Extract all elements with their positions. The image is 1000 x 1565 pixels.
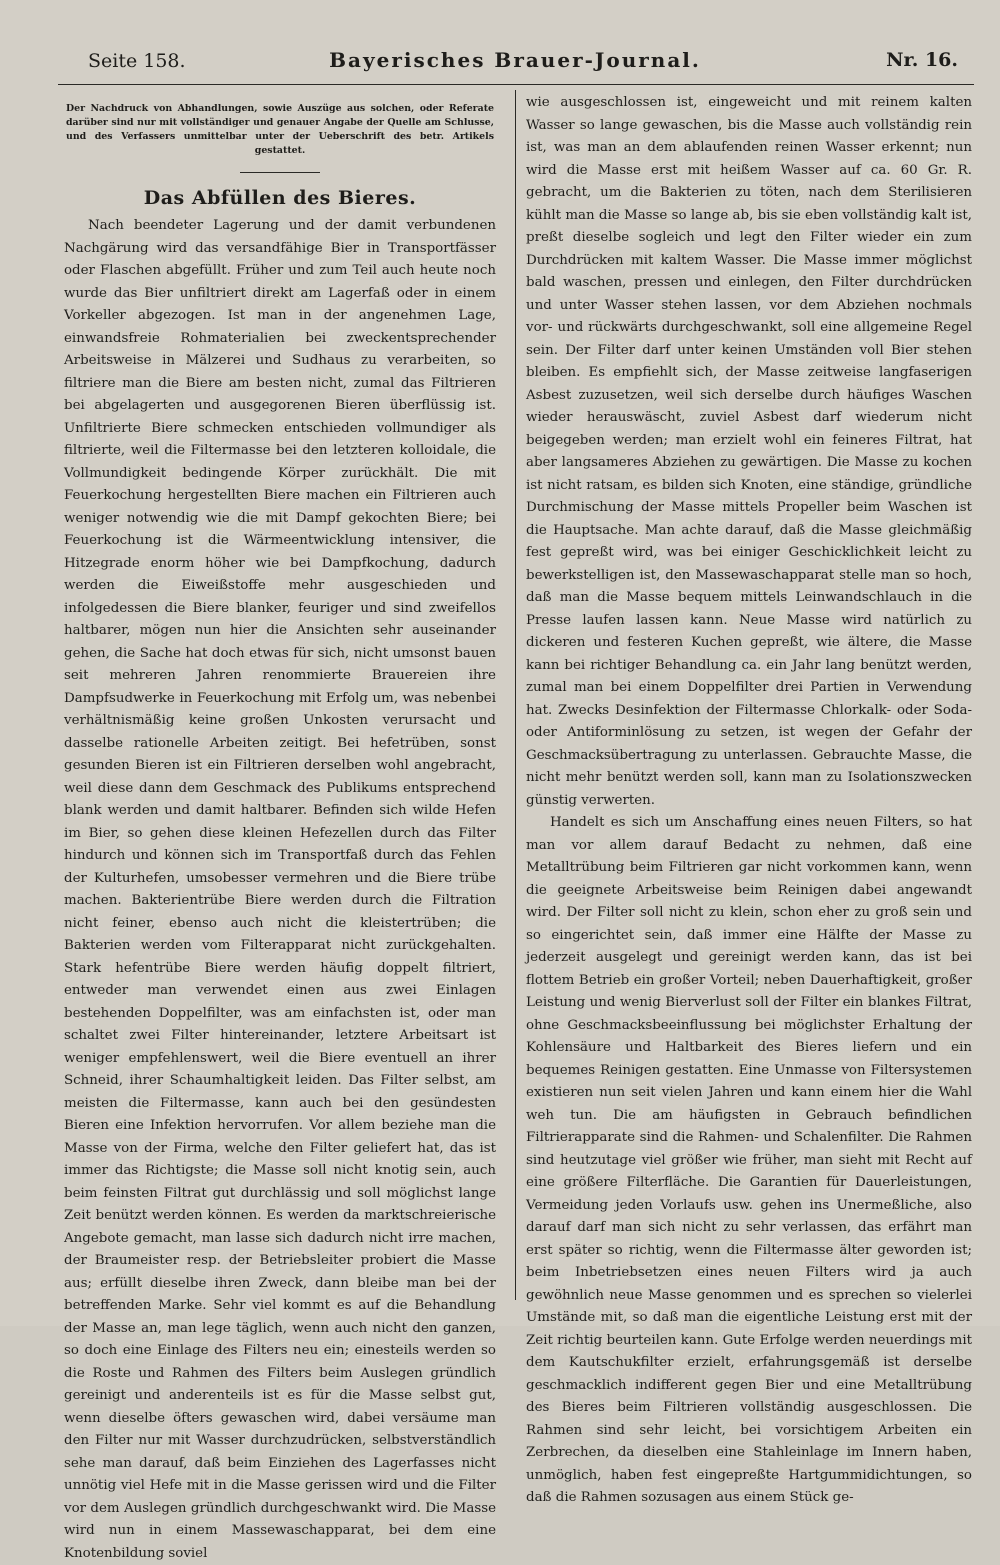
page-header (70, 48, 960, 78)
left-column (64, 92, 496, 1561)
article-text-left: Nach beendeter Lagerung und der damit verbundenen Nachgärung wird das versandfähige Bier in Transportfässer oder Flaschen abgefüllt. Früher und zum Teil auch heute noch wurde das Bier unfiltriert direkt am Lagerfaß oder in einem Vorkeller abgezogen. Ist man in der angenehmen Lage, einwandsfreie Rohmaterialien bei zweckentsprechender Arbeitsweise in Mälzerei und Sudhaus zu verarbeiten, so filtriere man die Biere am besten nicht, zumal das Filtrieren bei abgelagerten und ausgegorenen Bieren überflüssig ist. Unfiltrierte Biere schmecken entschieden vollmundiger als filtrierte, weil die Filtermasse bei den letzteren kolloidale, die Vollmundigkeit bedingende Körper zurückhält. Die mit Feuerkochung hergestellten Biere machen ein Filtrieren auch weniger notwendig wie die mit Dampf gekochten Biere; bei Feuerkochung ist die Wärmeentwicklung intensiver, die Hitzegrade enorm höher wie bei Dampfkochung, dadurch werden die Eiweißstoffe mehr ausgeschieden und infolgedessen die Biere blanker, feuriger und sind zweifellos haltbarer, mögen nun hier die Ansichten sehr auseinander gehen, die Sache hat doch etwas für sich, nicht umsonst bauen seit mehreren Jahren renommierte Brauereien ihre Dampfsudwerke in Feuerkochung mit Erfolg um, was nebenbei verhältnismäßig keine großen Unkosten verursacht und dasselbe rationelle Arbeiten zeitigt. Bei hefetrüben, sonst gesunden Bieren ist ein Filtrieren derselben wohl angebracht, weil diese dann dem Geschmack des Publikums entsprechend blank werden und damit haltbarer. Befinden sich wilde Hefen im Bier, so gehen diese kleinen Hefezellen durch das Filter hindurch und können sich im Transportfaß durch das Fehlen der Kulturhefen, umsobesser vermehren und die Biere trübe machen. Bakterientrübe Biere werden durch die Filtration nicht feiner, ebenso auch nicht die kleistertrüben; die Bakterien werden vom Filterapparat nicht zurückgehalten. Stark hefentrübe Biere werden häufig doppelt filtriert, entweder man verwendet einen aus zwei Einlagen bestehenden Doppelfilter, was am einfachsten ist, oder man schaltet zwei Filter hintereinander, letztere Arbeitsart ist weniger empfehlenswert, weil die Biere eventuell an ihrer Schneid, ihrer Schaumhaltigkeit leiden. Das Filter selbst, am meisten die Filtermasse, kann auch bei den gesündesten Bieren eine Infektion hervorrufen. Vor allem beziehe man die Masse von der Firma, welche den Filter geliefert hat, das ist immer das Richtigste; die Masse soll nicht knotig sein, auch beim feinsten Filtrat gut durchlässig und soll möglichst lange Zeit benützt werden können. Es werden da marktschreierische Angebote gemacht, man lasse sich dadurch nicht irre machen, der Braumeister resp. der Betriebsleiter probiert die Masse aus; erfüllt dieselbe ihren Zweck, dann bleibe man bei der betreffenden Marke. Sehr viel kommt es auf die Behandlung der Masse an, man lege täglich, wenn auch nicht den ganzen, so doch eine Einlage des Filters neu ein; einesteils werden so die Roste und Rahmen des Filters beim Auslegen gründlich gereinigt und anderenteils ist es für die Masse selbst gut, wenn dieselbe öfters gewaschen wird, dabei versäume man den Filter nur mit Wasser durchzudrücken, selbstverständlich sehe man darauf, daß beim Einziehen des Lagerfasses nicht unnötig viel Hefe mit in die Masse gerissen wird und die Filter vor dem Auslegen gründlich durchgeschwankt wird. Die Masse wird nun in einem Massewaschapparat, bei dem eine Knotenbildung soviel (64, 218, 496, 1561)
issue-number: Nr. 16. (886, 49, 958, 71)
right-column (526, 92, 972, 1510)
column-divider (515, 90, 516, 1300)
article-text-right-p2: Handelt es sich um Anschaffung eines neuen Filters, so hat man vor allem darauf Bedacht zu nehmen, daß eine Metalltrübung beim Filtrieren gar nicht vorkommen kann, wenn die geeignete Arbeitsweise beim Reinigen dabei angewandt wird. Der Filter soll nicht zu klein, schon eher zu groß sein und so eingerichtet sein, daß immer eine Hälfte der Masse zu jederzeit ausgelegt und gereinigt werden kann, das ist bei flottem Betrieb ein großer Vorteil; neben Dauerhaftigkeit, großer Leistung und wenig Bierverlust soll der Filter ein blankes Filtrat, ohne Geschmacksbeeinflussung bei möglichster Erhaltung der Kohlensäure und Haltbarkeit des Bieres liefern und ein bequemes Reinigen gestatten. Eine Unmasse von Filtersystemen existieren nun seit vielen Jahren und kann einem hier die Wahl weh tun. Die am häufigsten in Gebrauch befindlichen Filtrierapparate sind die Rahmen- und Schalenfilter. Die Rahmen sind heutzutage viel größer wie früher, man sieht mit Recht auf eine größere Filterfläche. Die Garantien für Dauerleistungen, Vermeidung jeden Vorlaufs usw. gehen ins Unermeßliche, also darauf darf man sich nicht zu sehr verlassen, das erfährt man erst später so richtig, wenn die Filtermasse älter geworden ist; beim Inbetriebsetzen eines neuen Filters wird ja auch gewöhnlich neue Masse genommen und es sprechen so vielerlei Umstände mit, so daß man die eigentliche Leistung erst mit der Zeit richtig beurteilen kann. Gute Erfolge werden neuerdings mit dem Kautschukfilter erzielt, erfahrungsgemäß ist derselbe geschmacklich indifferent gegen Bier und eine Metalltrübung des Bieres beim Filtrieren vollständig ausgeschlossen. Die Rahmen sind sehr leicht, bei vorsichtigem Arbeiten ein Zerbrechen, da dieselben eine Stahleinlage im Innern haben, unmöglich, haben fest eingepreßte Hartgummidichtungen, so daß die Rahmen sozusagen aus einem Stück ge- (526, 815, 972, 1505)
article-text-right-p1: wie ausgeschlossen ist, eingeweicht und mit reinem kalten Wasser so lange gewaschen, bis die Masse auch vollständig rein ist, was man an dem ablaufenden reinen Wasser erkennt; nun wird die Masse erst mit heißem Wasser auf ca. 60 Gr. R. gebracht, um die Bakterien zu töten, nach dem Sterilisieren kühlt man die Masse so lange ab, bis sie eben vollständig kalt ist, preßt dieselbe sogleich und legt den Filter wieder ein zum Durchdrücken mit kaltem Wasser. Die Masse immer möglichst bald waschen, pressen und einlegen, den Filter durchdrücken und unter Wasser stehen lassen, vor dem Abziehen nochmals vor- und rückwärts durchgeschwankt, soll eine allgemeine Regel sein. Der Filter darf unter keinen Umständen voll Bier stehen bleiben. Es empfiehlt sich, der Masse zeitweise langfaserigen Asbest zuzusetzen, weil sich derselbe durch häufiges Waschen wieder herauswäscht, zuviel Asbest darf wiederum nicht beigegeben werden; man erzielt wohl ein feineres Filtrat, hat aber langsameres Abziehen zu gewärtigen. Die Masse zu kochen ist nicht ratsam, es bilden sich Knoten, eine ständige, gründliche Durchmischung der Masse mittels Propeller beim Waschen ist die Hauptsache. Man achte darauf, daß die Masse gleichmäßig fest gepreßt wird, was bei einiger Geschicklichkeit leicht zu bewerkstelligen ist, den Massewaschapparat stelle man so hoch, daß man die Masse bequem mittels Leinwandschlauch in die Presse laufen lassen kann. Neue Masse wird natürlich zu dickeren und festeren Kuchen gepreßt, wie ältere, die Masse kann bei richtiger Behandlung ca. ein Jahr lang benützt werden, zumal man bei einem Doppelfilter drei Partien in Verwendung hat. Zwecks Desinfektion der Filtermasse Chlorkalk- oder Soda- oder Antiforminlösung zu setzen, ist wegen der Gefahr der Geschmacksübertragung zu unterlassen. Gebrauchte Masse, die nicht mehr benützt werden soll, kann man zu Isolationszwecken günstig verwerten. (526, 95, 972, 808)
journal-title: Bayerisches Brauer-Journal. (329, 48, 701, 72)
page-number: Seite 158. (88, 50, 186, 72)
header-rule (58, 84, 974, 85)
article-title: Das Abfüllen des Bieres. (143, 187, 417, 209)
reprint-notice: Der Nachdruck von Abhandlungen, sowie Auszüge aus solchen, oder Referate darüber sind nur mit vollständiger und genauer Angabe der Quelle am Schlusse, und des Verfassers unmittelbar unter der Ueberschrift des betr. Artikels gestattet. (66, 103, 494, 156)
notice-rule (240, 172, 320, 173)
